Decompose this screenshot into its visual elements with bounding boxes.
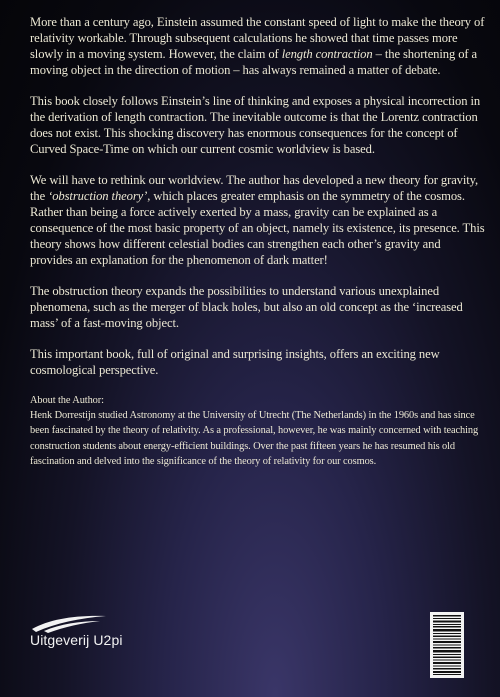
paragraph-3-text: We will have to rethink our worldview. The author has developed a new theory for gravity, the (30, 173, 479, 203)
paragraph-1-emphasis: length contraction (281, 47, 373, 61)
blurb (30, 14, 485, 469)
about-author (30, 393, 485, 469)
swoosh-logo-icon (30, 612, 110, 634)
paragraph-1 (30, 14, 485, 78)
paragraph-5 (30, 346, 485, 378)
publisher-name: Uitgeverij U2pi (30, 632, 123, 648)
paragraph-4 (30, 283, 485, 331)
about-author-text: Henk Dorrestijn studied Astronomy at the University of Utrecht (The Netherlands) in the 1960s and has since been fascinated by the theory of relativity. As a professional, however, he was mainly concerned with teaching construction students about energy-efficient buildings. Over the past fifteen years he has resumed his old fascination and delved into the significance of the theory of relativity for our cosmos. (30, 410, 479, 467)
paragraph-2-text: This book closely follows Einstein’s line of thinking and exposes a physical incorrection in the derivation of length contraction. The inevitable outcome is that the Lorentz contraction does not exist. This shocking discovery has enormous consequences for the concept of Curved Space-Time on which our current cosmic worldview is based. (30, 94, 481, 156)
paragraph-2 (30, 93, 485, 157)
paragraph-3-emphasis: ‘obstruction theory’ (48, 189, 148, 203)
paragraph-4-text: The obstruction theory expands the possibilities to understand various unexplained phenomena, such as the merger of black holes, but also an old concept as the ‘increased mass’ of a fast-moving object. (30, 284, 463, 330)
barcode-icon (430, 612, 464, 678)
about-author-heading: About the Author: (30, 395, 104, 406)
paragraph-5-text: This important book, full of original and surprising insights, offers an exciting new cosmological perspective. (30, 347, 440, 377)
publisher-logo (30, 612, 170, 652)
paragraph-3 (30, 172, 485, 268)
paragraph-1-text-end: – the shortening of a moving object in the direction of motion – has always remained a matter of debate. (30, 47, 478, 77)
paragraph-3-text-end: , which places greater emphasis on the symmetry of the cosmos. Rather than being a force actively exerted by a mass, gravity can be explained as a consequence of the most basic property of an object, namely its existence, its presence. This theory shows how different celestial bodies can strengthen each other’s gravity and provides an explanation for the phenomenon of dark matter! (30, 189, 485, 267)
paragraph-1-text: More than a century ago, Einstein assumed the constant speed of light to make the theory of relativity workable. Through subsequent calculations he showed that time passes more slowly in a moving system. However, the claim of (30, 15, 485, 61)
